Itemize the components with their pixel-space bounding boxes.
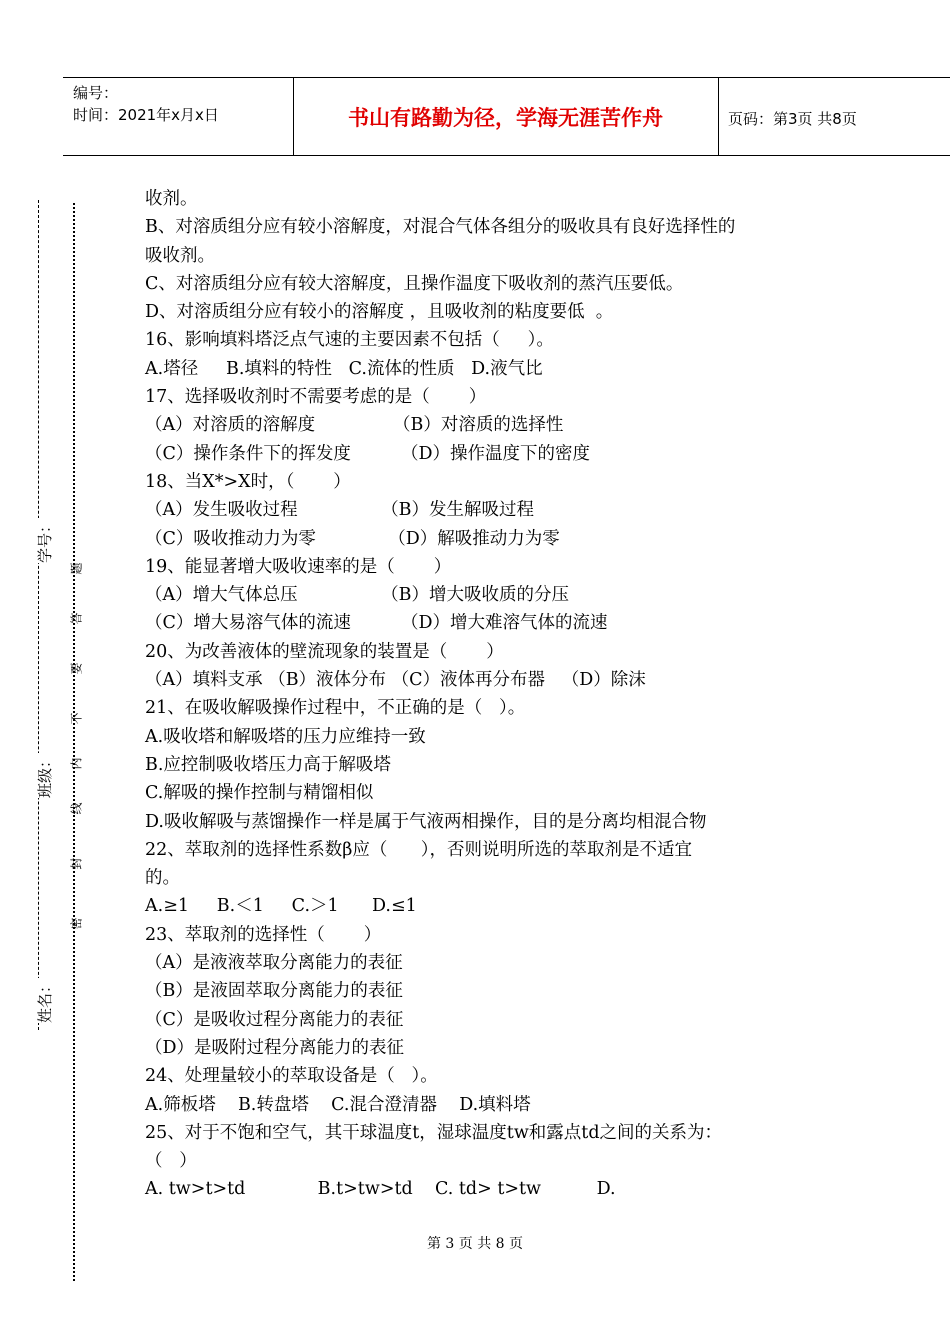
text-line: D、对溶质组分应有较小的溶解度 ，且吸收剂的粘度要低 。	[145, 302, 614, 323]
options-21: D.吸收解吸与蒸馏操作一样是属于气液两相操作，目的是分离均相混合物	[145, 811, 707, 832]
options-17: （C）操作条件下的挥发度 （D）操作温度下的密度	[145, 443, 590, 464]
options-23: （B）是液固萃取分离能力的表征	[145, 981, 403, 1002]
options-18: （C）吸收推动力为零 （D）解吸推动力为零	[145, 528, 560, 549]
page-header	[63, 77, 950, 156]
options-25: A. tw>t>td B.t>tw>td C. td> t>tw D.	[145, 1179, 616, 1200]
question-17: 17、选择吸收剂时不需要考虑的是（ ）	[145, 387, 487, 408]
question-23: 23、萃取剂的选择性（ ）	[145, 924, 382, 945]
text-line: B、对溶质组分应有较小溶解度，对混合气体各组分的吸收具有良好选择性的	[145, 217, 736, 238]
seal-word: 密	[69, 917, 84, 930]
question-20: 20、为改善液体的壁流现象的装置是（ ）	[145, 641, 504, 662]
header-meta	[73, 82, 219, 126]
margin-class-label: 班级：	[36, 752, 55, 799]
header-page-info: 页码：第3页 共8页	[728, 110, 857, 128]
question-22: 22、萃取剂的选择性系数β应（ ），否则说明所选的萃取剂是不适宜	[145, 839, 693, 860]
options-21: C.解吸的操作控制与精馏相似	[145, 783, 374, 804]
options-24: A.筛板塔 B.转盘塔 C.混合澄清器 D.填料塔	[145, 1094, 531, 1115]
options-18: （A）发生吸收过程 （B）发生解吸过程	[145, 500, 534, 521]
binding-dotted-line	[73, 203, 75, 1281]
options-23: （C）是吸收过程分离能力的表征	[145, 1009, 404, 1030]
page-footer: 第 3 页 共 8 页	[426, 1236, 524, 1252]
header-divider	[718, 78, 719, 155]
seal-word: 答	[69, 612, 84, 625]
options-19: （A）增大气体总压 （B）增大吸收质的分压	[145, 585, 569, 606]
options-19: （C）增大易溶气体的流速 （D）增大难溶气体的流速	[145, 613, 608, 634]
options-16: A.塔径 B.填料的特性 C.流体的性质 D.液气比	[145, 358, 543, 379]
options-20: （A）填料支承 （B）液体分布 （C）液体再分布器 （D）除沫	[145, 670, 646, 691]
text-line: 收剂。	[145, 189, 198, 209]
options-21: A.吸收塔和解吸塔的压力应维持一致	[145, 726, 426, 747]
question-21: 21、在吸收解吸操作过程中，不正确的是（ ）。	[145, 698, 526, 719]
time-label: 时间：2021年x月x日	[73, 106, 219, 124]
seal-word: 线	[69, 802, 84, 815]
text-line: 吸收剂。	[145, 245, 215, 266]
seal-word: 内	[69, 757, 84, 770]
seal-word: 不	[69, 712, 84, 725]
question-content	[145, 185, 905, 1204]
margin-id-label: 学号：	[36, 517, 55, 564]
question-19: 19、能显著增大吸收速率的是（ ）	[145, 556, 452, 577]
question-16: 16、影响填料塔泛点气速的主要因素不包括（ ）。	[145, 330, 554, 351]
header-motto: 书山有路勤为径，学海无涯苦作舟	[348, 106, 663, 130]
number-label: 编号：	[73, 84, 119, 102]
question-22: 的。	[145, 868, 180, 889]
question-24: 24、处理量较小的萃取设备是（ ）。	[145, 1066, 438, 1087]
question-25: 25、对于不饱和空气，其干球温度t，湿球温度tw和露点td之间的关系为：	[145, 1122, 723, 1143]
options-22: A.≥1 B.＜1 C.＞1 D.≤1	[145, 896, 417, 917]
options-21: B.应控制吸收塔压力高于解吸塔	[145, 754, 391, 775]
margin-name-label: 姓名：	[36, 977, 55, 1024]
text-line: C、对溶质组分应有较大溶解度，且操作温度下吸收剂的蒸汽压要低。	[145, 273, 684, 294]
question-18: 18、当X*>X时，（ ）	[145, 471, 351, 492]
question-25: （ ）	[145, 1151, 197, 1172]
binding-dashed-line	[38, 200, 39, 1030]
options-17: （A）对溶质的溶解度 （B）对溶质的选择性	[145, 415, 564, 436]
seal-word: 题	[69, 562, 84, 575]
seal-word: 封	[69, 857, 84, 870]
options-23: （D）是吸附过程分离能力的表征	[145, 1037, 405, 1058]
options-23: （A）是液液萃取分离能力的表征	[145, 953, 403, 974]
seal-word: 要	[69, 662, 84, 675]
